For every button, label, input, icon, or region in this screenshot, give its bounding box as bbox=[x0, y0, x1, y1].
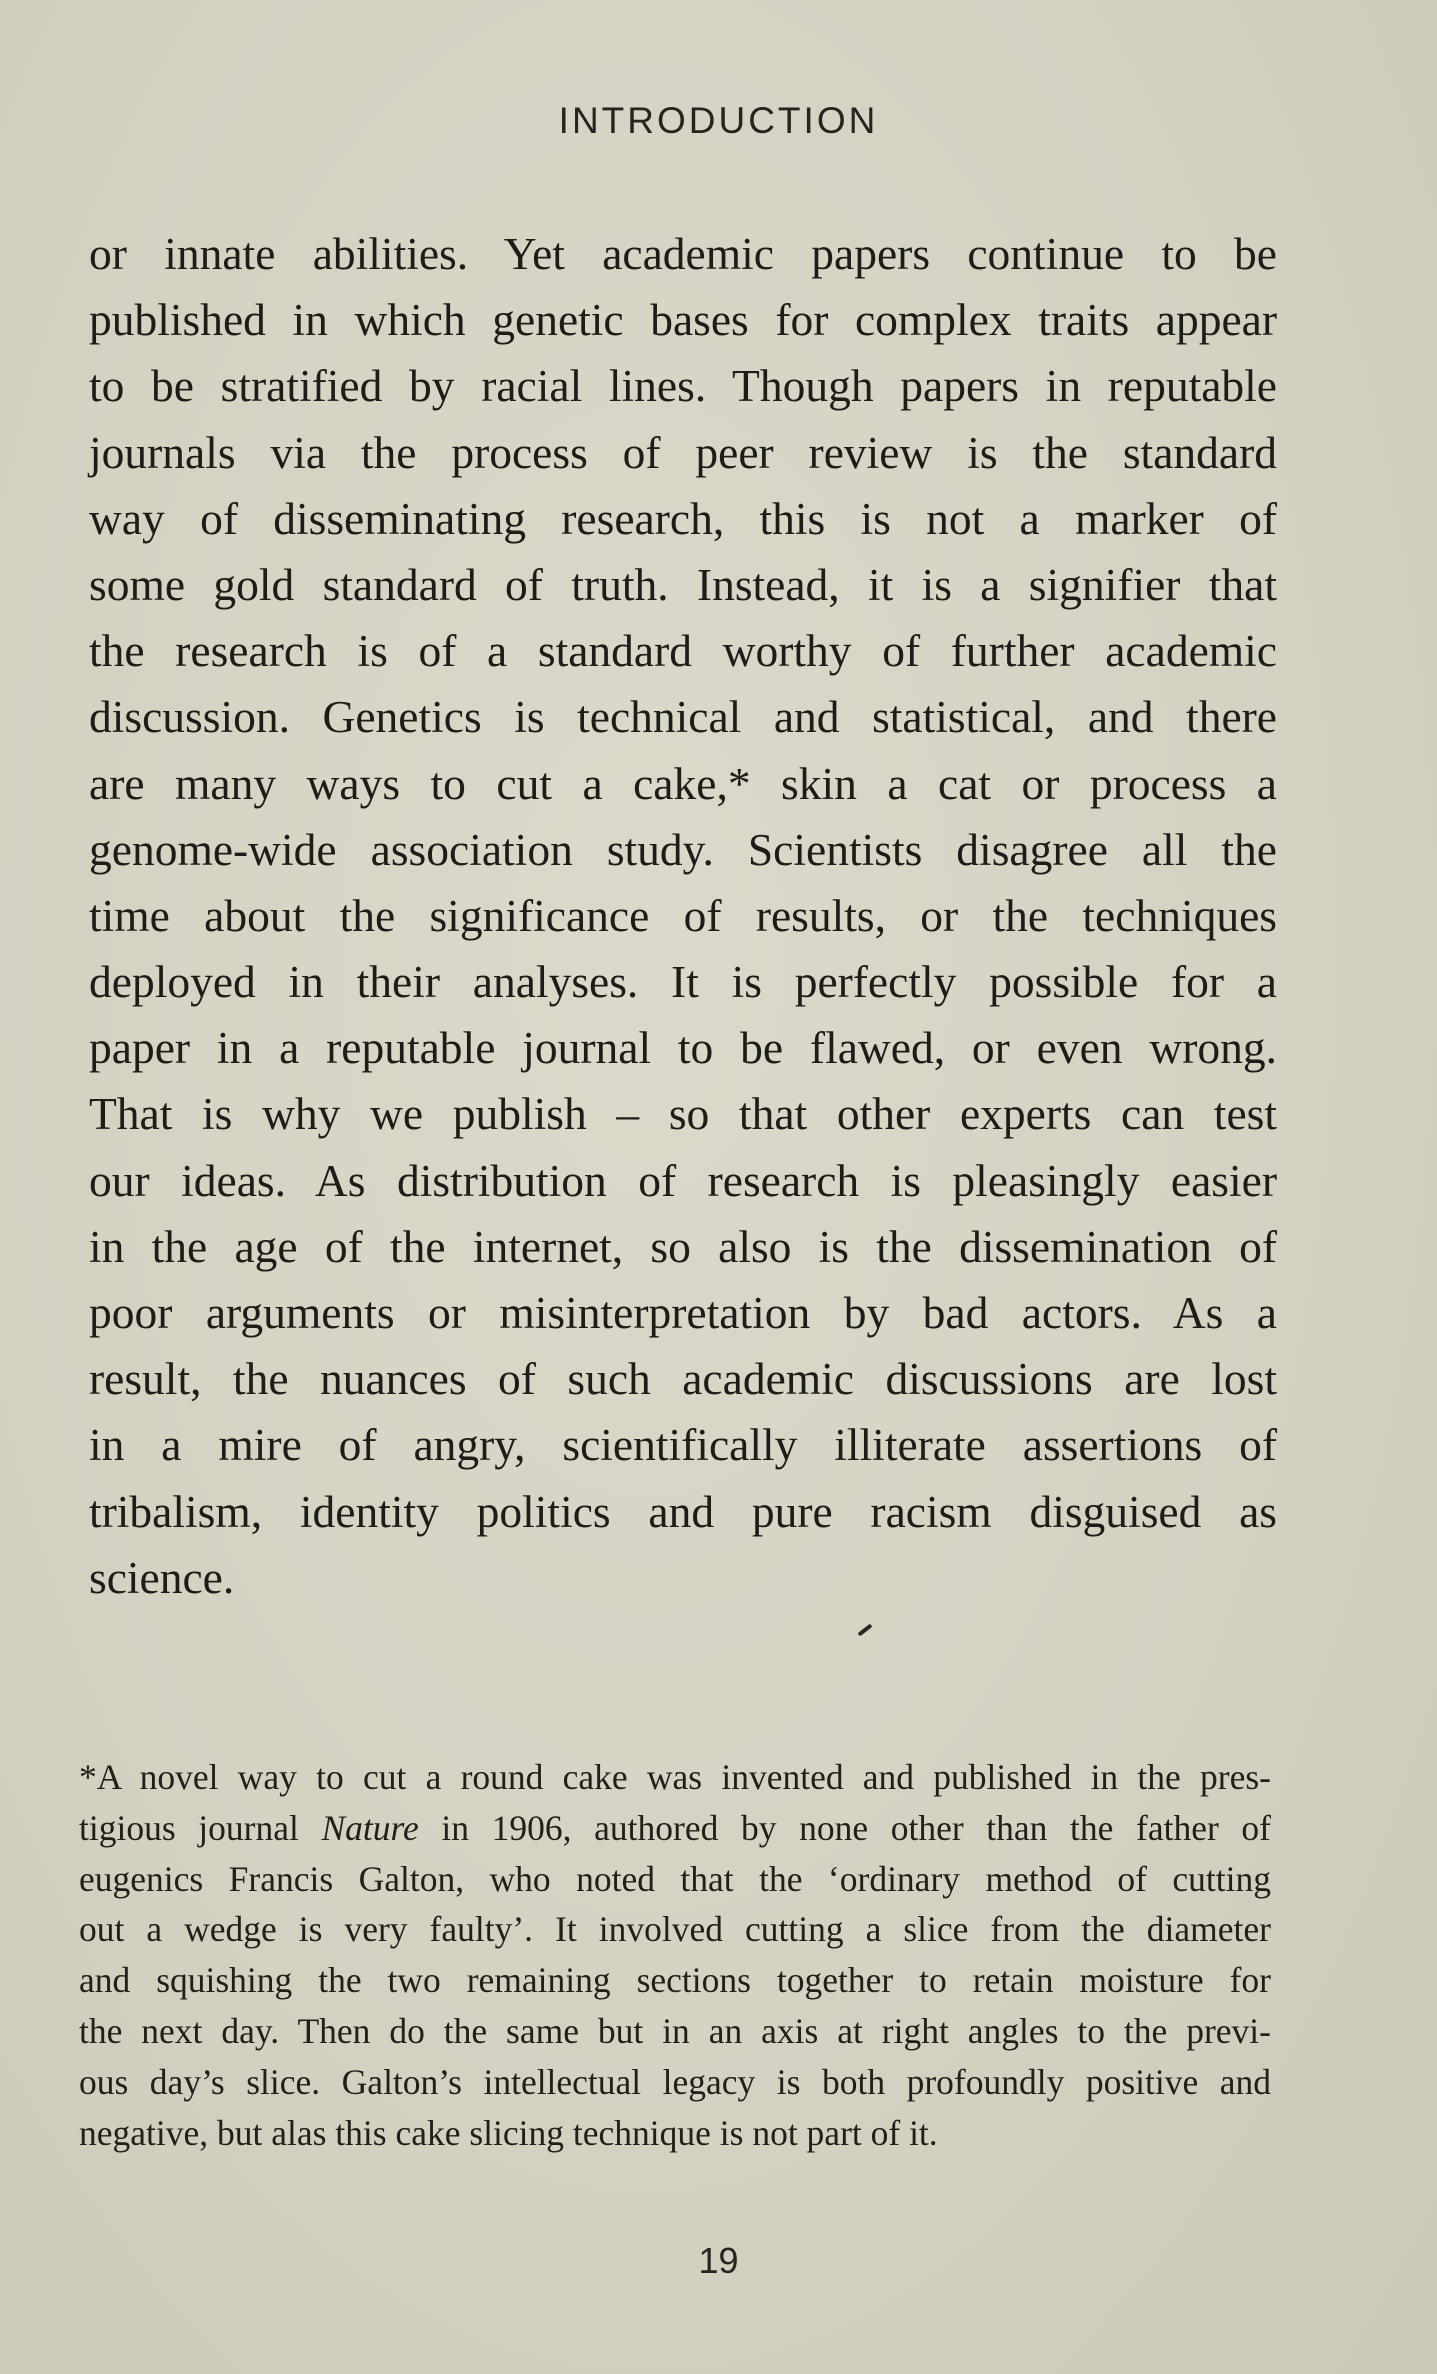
body-line: in the age of the internet, so also is the dissemination of bbox=[89, 1220, 1277, 1272]
body-line: or innate abilities. Yet academic papers continue to be bbox=[89, 228, 1277, 279]
body-line: some gold standard of truth. Instead, it is a signifier that bbox=[89, 558, 1277, 610]
body-line: to be stratified by racial lines. Though papers in reputable bbox=[89, 360, 1277, 412]
body-line: are many ways to cut a cake,* skin a cat or process a bbox=[89, 757, 1277, 809]
body-line: way of disseminating research, this is not a marker of bbox=[89, 492, 1277, 544]
journal-title: Nature bbox=[321, 1807, 419, 1848]
body-line: That is why we publish – so that other experts can test bbox=[89, 1088, 1277, 1140]
footnote-line: out a wedge is very faulty’. It involved cutting a slice from the diameter bbox=[79, 1909, 1271, 1950]
body-line: deployed in their analyses. It is perfectly possible for a bbox=[89, 956, 1277, 1008]
body-line: discussion. Genetics is technical and statistical, and there bbox=[89, 691, 1277, 743]
body-line: poor arguments or misinterpretation by bad actors. As a bbox=[89, 1287, 1277, 1338]
footnote-line bbox=[79, 1803, 1271, 1854]
footnote-line: *A novel way to cut a round cake was invented and published in the pres- bbox=[79, 1757, 1271, 1797]
footnote-text: tigious journal bbox=[79, 1807, 322, 1848]
footnote-line: and squishing the two remaining sections together to retain moisture for bbox=[79, 1960, 1271, 2001]
body-line: genome-wide association study. Scientists disagree all the bbox=[89, 823, 1277, 875]
body-line: time about the significance of results, or the techniques bbox=[89, 889, 1277, 941]
body-line: the research is of a standard worthy of further academic bbox=[89, 625, 1277, 677]
footnote bbox=[79, 1752, 1271, 2158]
body-line: in a mire of angry, scientifically illiterate assertions of bbox=[89, 1419, 1277, 1471]
page-number: 19 bbox=[698, 2240, 739, 2281]
body-line: our ideas. As distribution of research is pleasingly easier bbox=[89, 1154, 1277, 1206]
body-line: paper in a reputable journal to be flawed, or even wrong. bbox=[89, 1022, 1277, 1074]
body-paragraph bbox=[89, 221, 1277, 1611]
footnote-line: negative, but alas this cake slicing technique is not part of it. bbox=[79, 2112, 938, 2153]
body-line: tribalism, identity politics and pure racism disguised as bbox=[89, 1485, 1277, 1537]
footnote-line: ous day’s slice. Galton’s intellectual legacy is both profoundly positive and bbox=[79, 2061, 1271, 2102]
footnote-line: the next day. Then do the same but in an axis at right angles to the previ- bbox=[79, 2010, 1271, 2051]
pen-mark bbox=[857, 1623, 872, 1636]
footnote-line: eugenics Francis Galton, who noted that the ‘ordinary method of cutting bbox=[79, 1858, 1271, 1899]
body-line: journals via the process of peer review is the standard bbox=[89, 426, 1277, 478]
body-line: science. bbox=[89, 1551, 235, 1603]
body-line: published in which genetic bases for complex traits appear bbox=[89, 294, 1277, 346]
footnote-text: in 1906, authored by none other than the father of bbox=[418, 1807, 1271, 1848]
body-line: result, the nuances of such academic discussions are lost bbox=[89, 1353, 1277, 1405]
running-head: INTRODUCTION bbox=[558, 100, 879, 141]
